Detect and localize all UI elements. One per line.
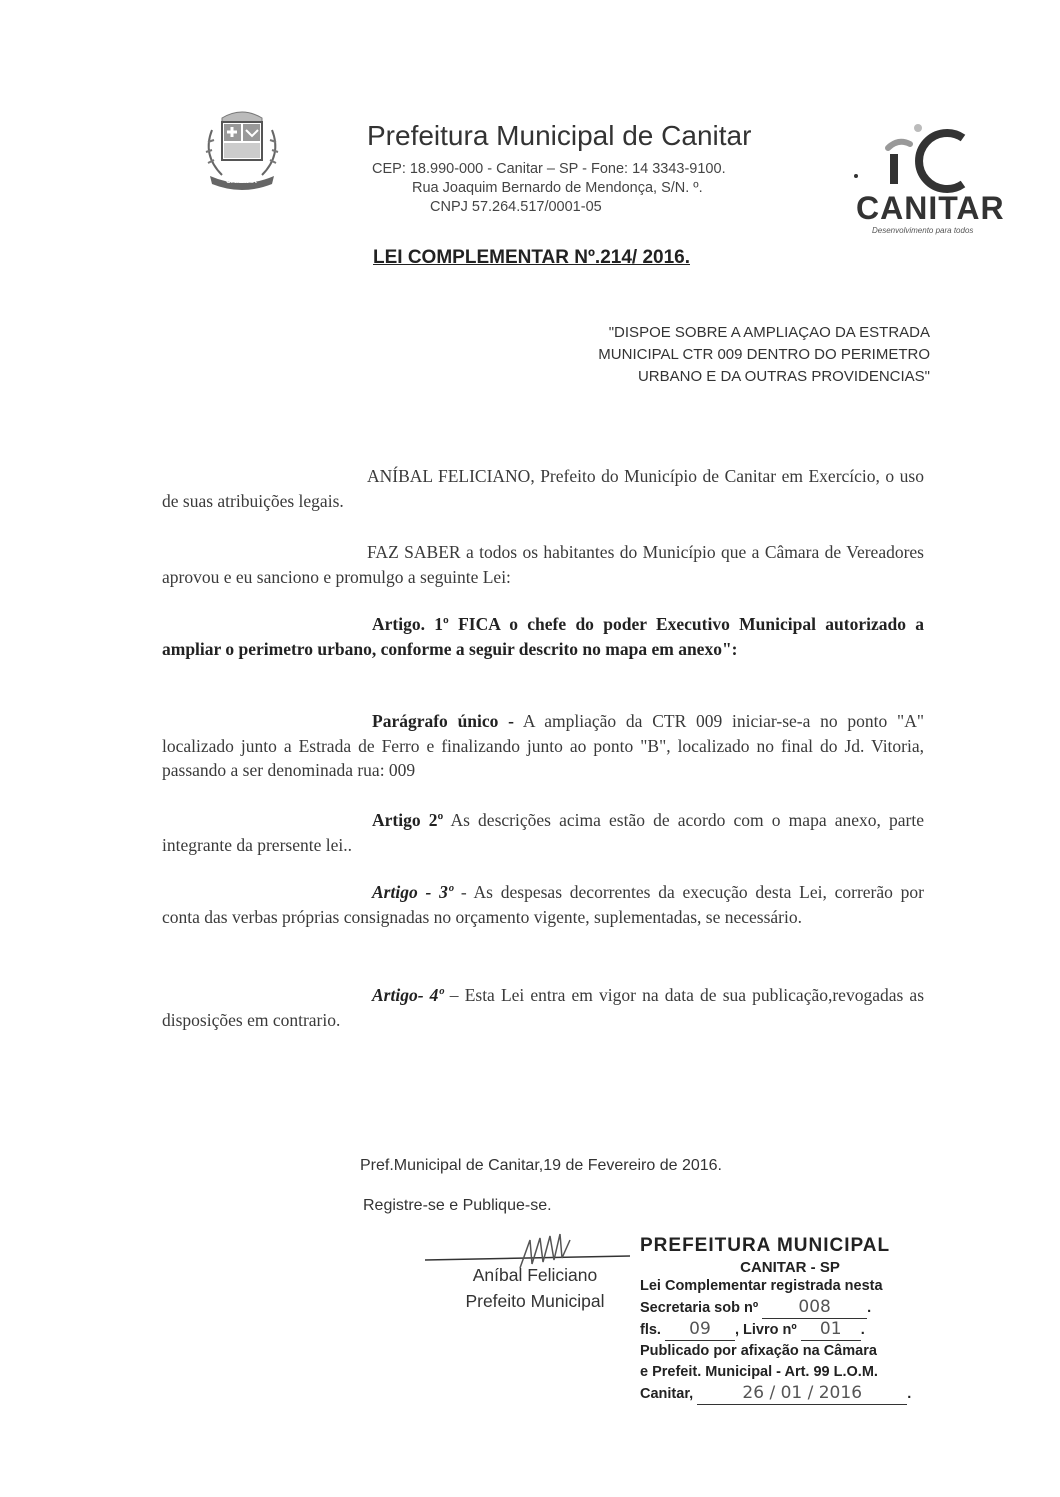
logo-name: CANITAR xyxy=(856,190,1005,226)
preamble-1 xyxy=(162,464,924,513)
stamp-book-number: 01 xyxy=(801,1319,861,1341)
paragraph-unico xyxy=(162,709,924,783)
stamp-line-3-mid: , Livro nº xyxy=(734,1322,797,1338)
stamp-line-5: e Prefeit. Municipal - Art. 99 L.O.M. xyxy=(640,1364,878,1380)
stamp-line-1: Lei Complementar registrada nesta xyxy=(640,1278,883,1294)
article-1-text: FICA o chefe do poder Executivo Municipal autorizado a ampliar o perimetro urbano, conforme a seguir descrito no mapa em anexo": xyxy=(162,614,925,659)
crest-label: CANITAR xyxy=(226,178,257,185)
stamp-folio-number: 09 xyxy=(665,1319,735,1341)
article-2-label: Artigo 2º xyxy=(372,810,444,830)
paragraph-unico-label: Parágrafo único - xyxy=(372,711,515,731)
preamble-2 xyxy=(162,540,924,589)
stamp-subtitle: CANITAR - SP xyxy=(740,1259,840,1276)
signer-role: Prefeito Municipal xyxy=(465,1291,605,1311)
registration-stamp xyxy=(640,1235,940,1405)
stamp-title: PREFEITURA MUNICIPAL xyxy=(640,1235,891,1256)
ementa-line-3: URBANO E DA OUTRAS PROVIDENCIAS" xyxy=(637,368,930,385)
stamp-line-2: Secretaria sob nº 008 . xyxy=(640,1297,872,1317)
article-2 xyxy=(162,808,924,857)
article-3-label: Artigo - 3º xyxy=(372,882,454,902)
stamp-line-3: fls. 09 , Livro nº 01 . xyxy=(640,1319,865,1339)
article-4-label: Artigo- 4º xyxy=(372,985,444,1005)
paragraph-unico-text: A ampliação da CTR 009 iniciar-se-a no ponto "A" localizado junto a Estrada de Ferro e finalizando junto ao ponto "B", localizado no final do Jd. Vitoria, passando a ser denominada rua: 009 xyxy=(162,711,924,780)
municipal-crest-icon xyxy=(192,100,292,200)
stamp-registration-date: 26 / 01 / 2016 xyxy=(697,1383,907,1405)
document-title: LEI COMPLEMENTAR Nº.214/ 2016. xyxy=(373,247,690,268)
stamp-line-6: Canitar, 26 / 01 / 2016 . xyxy=(640,1383,912,1403)
ementa xyxy=(430,322,930,388)
preamble-1-text: ANÍBAL FELICIANO, Prefeito do Município de Canitar em Exercício, o uso de suas atribuições legais. xyxy=(162,466,924,511)
ementa-line-1: "DISPOE SOBRE A AMPLIAÇAO DA ESTRADA xyxy=(608,324,930,341)
article-4-text: – Esta Lei entra em vigor na data de sua publicação,revogadas as disposições em contrario. xyxy=(162,985,925,1030)
article-1-label: Artigo. 1º xyxy=(372,614,449,634)
stamp-line-2-prefix: Secretaria sob nº xyxy=(640,1300,759,1316)
org-name: Prefeitura Municipal de Canitar xyxy=(367,120,752,151)
address-line-2: Rua Joaquim Bernardo de Mendonça, S/N. º. xyxy=(412,180,703,196)
article-2-text: As descrições acima estão de acordo com o mapa anexo, parte integrante da prersente lei.. xyxy=(162,810,925,855)
article-3 xyxy=(162,880,924,929)
ementa-line-2: MUNICIPAL CTR 009 DENTRO DO PERIMETRO xyxy=(598,346,930,363)
article-1 xyxy=(162,612,924,661)
stamp-line-3-prefix: fls. xyxy=(640,1322,661,1338)
place-date: Pref.Municipal de Canitar,19 de Fevereiro de 2016. xyxy=(360,1157,722,1174)
signer-block xyxy=(440,1262,630,1314)
canitar-logo-icon xyxy=(848,118,1028,198)
stamp-line-4: Publicado por afixação na Câmara xyxy=(640,1343,877,1359)
article-3-text: - As despesas decorrentes da execução desta Lei, correrão por conta das verbas próprias consignadas no orçamento vigente, suplementadas, se necessário. xyxy=(162,882,925,927)
logo-slogan: Desenvolvimento para todos xyxy=(872,226,974,235)
register-note: Registre-se e Publique-se. xyxy=(363,1197,552,1214)
stamp-register-number: 008 xyxy=(762,1297,867,1319)
article-4 xyxy=(162,983,924,1032)
canitar-logo xyxy=(848,118,1028,243)
signer-name: Aníbal Feliciano xyxy=(472,1265,598,1285)
address-line-3: CNPJ 57.264.517/0001-05 xyxy=(430,199,602,215)
preamble-2-text: FAZ SABER a todos os habitantes do Município que a Câmara de Vereadores aprovou e eu sanciono e promulgo a seguinte Lei: xyxy=(162,542,924,587)
stamp-line-6-prefix: Canitar, xyxy=(640,1386,694,1402)
address-line-1: CEP: 18.990-000 - Canitar – SP - Fone: 14 3343-9100. xyxy=(372,161,726,177)
